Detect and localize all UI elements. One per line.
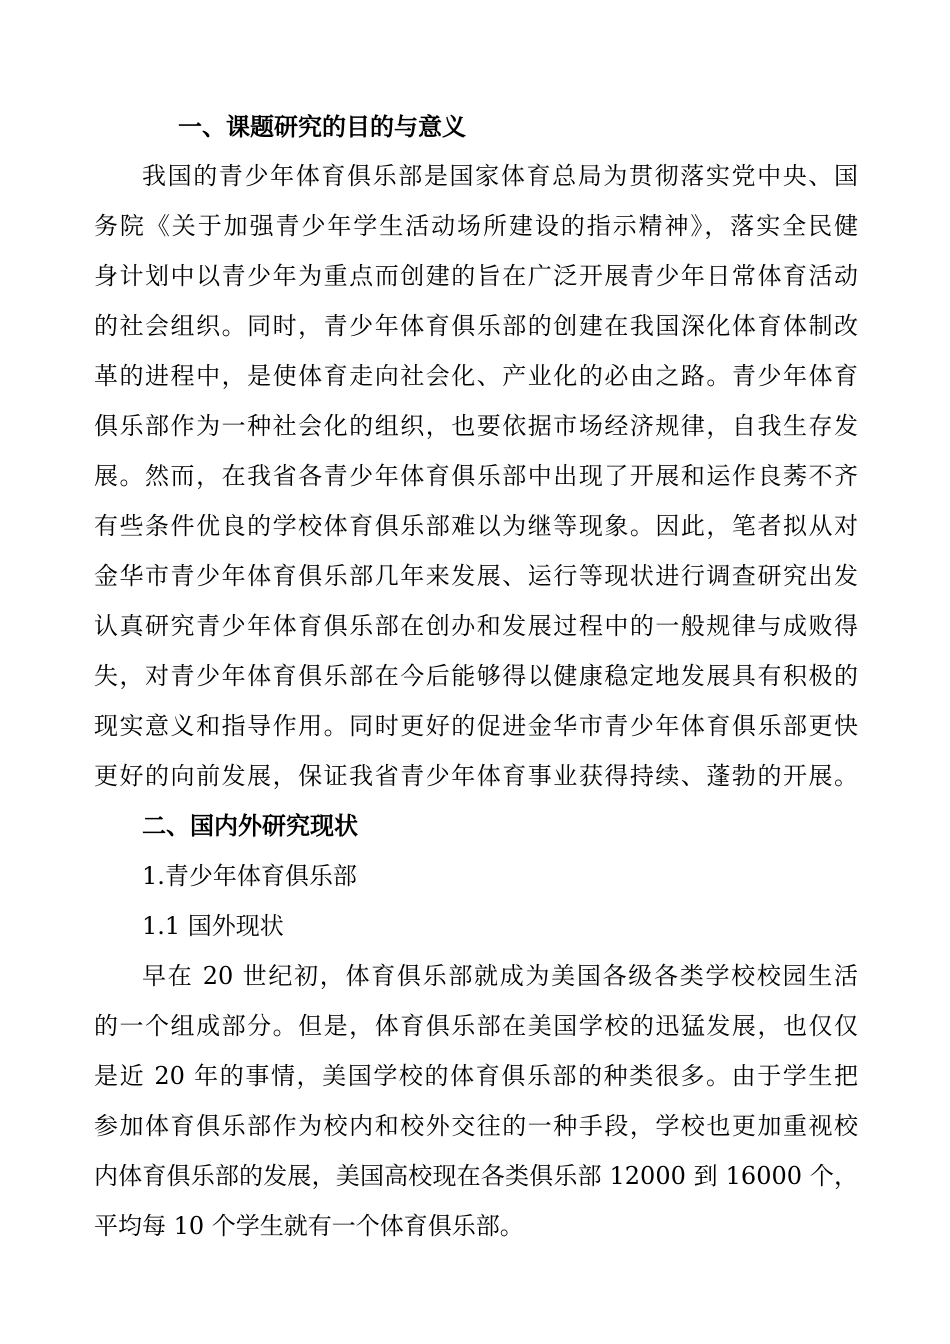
paragraph-2-line: 是近 20 年的事情，美国学校的体育俱乐部的种类很多。由于学生把 (94, 1062, 858, 1090)
paragraph-1-line: 有些条件优良的学校体育俱乐部难以为继等现象。因此，笔者拟从对 (94, 512, 858, 540)
paragraph-1-line: 俱乐部作为一种社会化的组织，也要依据市场经济规律，自我生存发 (94, 412, 858, 440)
paragraph-1-line: 现实意义和指导作用。同时更好的促进金华市青少年体育俱乐部更快 (94, 712, 858, 740)
paragraph-2-line: 参加体育俱乐部作为校内和校外交往的一种手段，学校也更加重视校 (94, 1112, 858, 1140)
paragraph-2-line: 内体育俱乐部的发展，美国高校现在各类俱乐部 12000 到 16000 个， (94, 1162, 858, 1190)
paragraph-1-line: 身计划中以青少年为重点而创建的旨在广泛开展青少年日常体育活动 (94, 262, 858, 290)
paragraph-2-line: 早在 20 世纪初，体育俱乐部就成为美国各级各类学校校园生活 (142, 962, 858, 990)
section-2-heading: 二、国内外研究现状 (142, 811, 358, 840)
paragraph-1-line: 认真研究青少年体育俱乐部在创办和发展过程中的一般规律与成败得 (94, 612, 858, 640)
paragraph-1-line: 务院《关于加强青少年学生活动场所建设的指示精神》，落实全民健 (94, 212, 858, 240)
subsection-heading: 1.1 国外现状 (142, 912, 284, 940)
paragraph-1-line: 我国的青少年体育俱乐部是国家体育总局为贯彻落实党中央、国 (142, 162, 858, 190)
paragraph-1-line: 更好的向前发展，保证我省青少年体育事业获得持续、蓬勃的开展。 (94, 762, 858, 790)
paragraph-1-line: 展。然而，在我省各青少年体育俱乐部中出现了开展和运作良莠不齐 (94, 462, 858, 490)
subsection-heading: 1.青少年体育俱乐部 (142, 862, 357, 890)
paragraph-1-line: 革的进程中，是使体育走向社会化、产业化的必由之路。青少年体育 (94, 362, 858, 390)
paragraph-2-line: 的一个组成部分。但是，体育俱乐部在美国学校的迅猛发展，也仅仅 (94, 1012, 858, 1040)
paragraph-1-line: 的社会组织。同时，青少年体育俱乐部的创建在我国深化体育体制改 (94, 312, 858, 340)
paragraph-1-line: 金华市青少年体育俱乐部几年来发展、运行等现状进行调查研究出发 (94, 562, 858, 590)
paragraph-2-line: 平均每 10 个学生就有一个体育俱乐部。 (94, 1212, 524, 1240)
paragraph-1-line: 失，对青少年体育俱乐部在今后能够得以健康稳定地发展具有积极的 (94, 662, 858, 690)
section-1-heading: 一、课题研究的目的与意义 (178, 112, 466, 141)
